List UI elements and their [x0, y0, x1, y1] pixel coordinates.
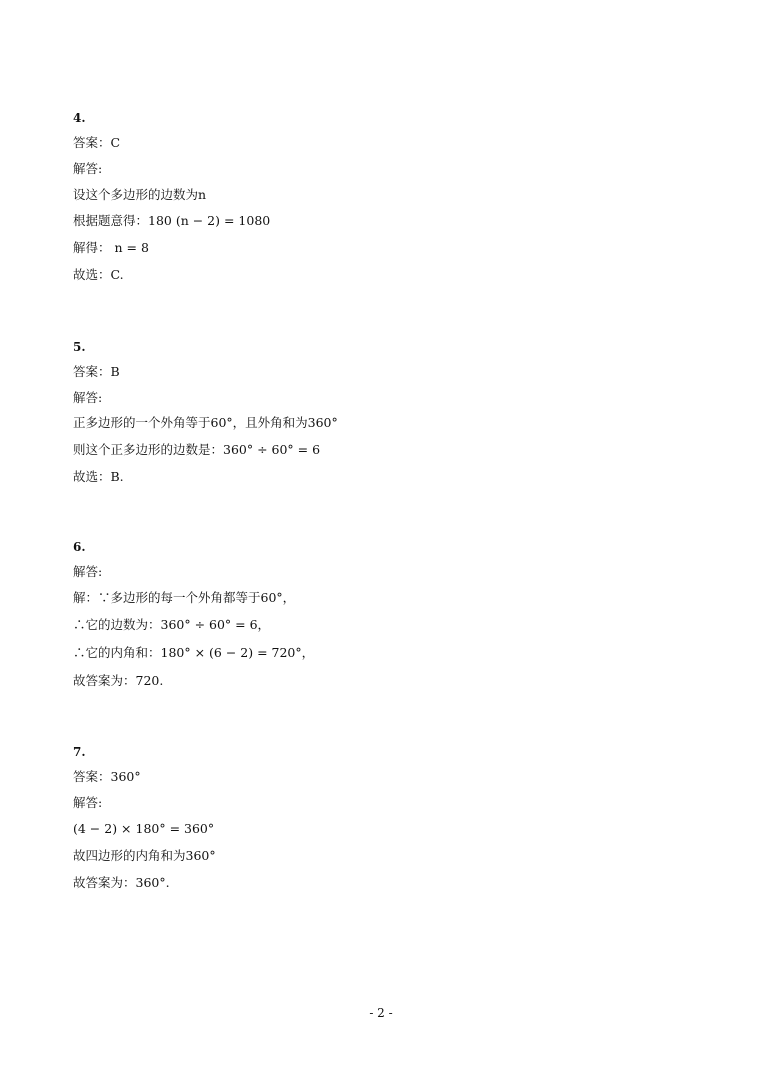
problem-4-conclusion: 故选：C. — [73, 267, 124, 282]
problem-5-solution-label: 解答: — [73, 390, 103, 405]
problem-5-number: 5. — [73, 340, 86, 354]
problem-6-number: 6. — [73, 540, 86, 554]
problem-5-conclusion: 故选：B. — [73, 469, 124, 484]
problem-6-solution-label: 解答: — [73, 564, 103, 579]
problem-7-line: 故四边形的内角和为360° — [73, 848, 216, 863]
problem-7-answer: 答案：360° — [73, 769, 141, 784]
problem-6-conclusion: 故答案为：720. — [73, 673, 164, 688]
problem-4-line: 根据题意得：180 (n − 2) = 1080 — [73, 213, 271, 228]
page-number: - 2 - — [369, 1006, 393, 1020]
problem-7-solution-label: 解答: — [73, 795, 103, 810]
problem-6-line: 解：∵多边形的每一个外角都等于60°， — [73, 590, 296, 605]
problem-5-line: 则这个正多边形的边数是：360° ÷ 60° = 6 — [73, 442, 321, 457]
problem-6-line: ∴它的内角和：180° × (6 − 2) = 720°， — [73, 645, 315, 660]
problem-4-line: 设这个多边形的边数为n — [73, 187, 207, 202]
problem-4-number: 4. — [73, 111, 86, 125]
problem-4-answer: 答案：C — [73, 135, 121, 150]
problem-5-answer: 答案：B — [73, 364, 120, 379]
problem-7-number: 7. — [73, 745, 86, 759]
problem-4-solution-label: 解答: — [73, 161, 103, 176]
problem-6-line: ∴它的边数为：360° ÷ 60° = 6， — [73, 617, 271, 632]
problem-7-conclusion: 故答案为：360°. — [73, 875, 170, 890]
problem-4-line: 解得： n = 8 — [73, 240, 149, 255]
problem-5-line: 正多边形的一个外角等于60°，且外角和为360° — [73, 415, 338, 430]
problem-7-line: (4 − 2) × 180° = 360° — [73, 821, 215, 836]
